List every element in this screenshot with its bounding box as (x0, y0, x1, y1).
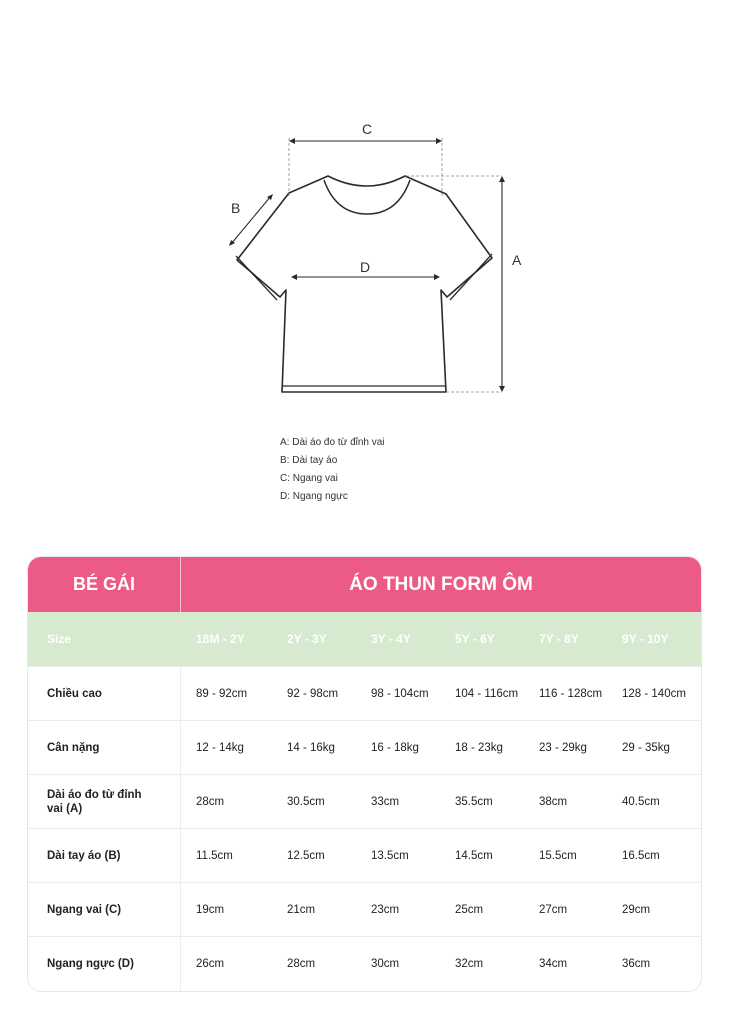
size-column-header: 7Y - 8Y (539, 632, 579, 646)
table-cell: 89 - 92cm (196, 688, 248, 700)
table-row (28, 882, 701, 937)
label-b: B (231, 200, 241, 216)
table-cell: 25cm (455, 904, 484, 916)
table-cell: 35.5cm (455, 796, 493, 808)
table-cell: 12.5cm (287, 850, 325, 862)
size-header-row (28, 612, 701, 666)
size-chart-table (27, 556, 702, 992)
table-cell: 98 - 104cm (371, 688, 429, 700)
table-cell: 26cm (196, 958, 225, 970)
table-cell: 15.5cm (539, 850, 577, 862)
table-header-category: BÉ GÁI (28, 557, 181, 612)
row-label: Ngang ngực (D) (47, 958, 134, 970)
table-cell: 30.5cm (287, 796, 325, 808)
table-cell: 92 - 98cm (287, 688, 339, 700)
table-cell: 34cm (539, 958, 568, 970)
table-row (28, 828, 701, 883)
table-cell: 13.5cm (371, 850, 409, 862)
label-a: A (512, 252, 522, 268)
row-label: Chiều cao (47, 688, 102, 700)
measure-a-arrow (499, 176, 505, 392)
legend-item-b: B: Dài tay áo (280, 455, 338, 466)
label-c: C (362, 121, 373, 137)
table-cell: 21cm (287, 904, 316, 916)
size-column-header: 5Y - 6Y (455, 632, 495, 646)
size-column-header: 18M - 2Y (196, 632, 245, 646)
table-cell: 23 - 29kg (539, 742, 587, 754)
table-cell: 23cm (371, 904, 400, 916)
table-cell: 16 - 18kg (371, 742, 419, 754)
table-cell: 28cm (287, 958, 316, 970)
legend-item-c: C: Ngang vai (280, 473, 338, 484)
size-column-header: 9Y - 10Y (622, 632, 669, 646)
size-column-header: 3Y - 4Y (371, 632, 411, 646)
table-cell: 12 - 14kg (196, 742, 244, 754)
table-cell: 29 - 35kg (622, 742, 670, 754)
row-label: Dài tay áo (B) (47, 850, 121, 862)
table-cell: 104 - 116cm (455, 688, 519, 700)
table-cell: 27cm (539, 904, 568, 916)
measurement-legend (280, 434, 385, 506)
table-cell: 40.5cm (622, 796, 660, 808)
table-cell: 14 - 16kg (287, 742, 335, 754)
table-cell: 36cm (622, 958, 651, 970)
legend-item-d: D: Ngang ngực (280, 491, 348, 502)
table-row (28, 720, 701, 775)
table-cell: 33cm (371, 796, 400, 808)
table-header-row (28, 557, 701, 612)
table-cell: 116 - 128cm (539, 688, 603, 700)
table-cell: 19cm (196, 904, 225, 916)
table-cell: 14.5cm (455, 850, 493, 862)
table-cell: 30cm (371, 958, 400, 970)
table-cell: 32cm (455, 958, 484, 970)
table-cell: 38cm (539, 796, 568, 808)
row-label: Dài áo đo từ đỉnh vai (A) (47, 789, 142, 815)
size-label: Size (47, 632, 72, 646)
table-row (28, 936, 701, 991)
table-row (28, 774, 701, 829)
table-header-product: ÁO THUN FORM ÔM (349, 573, 533, 595)
table-cell: 29cm (622, 904, 651, 916)
size-column-header: 2Y - 3Y (287, 632, 327, 646)
table-cell: 11.5cm (196, 850, 233, 862)
row-label: Ngang vai (C) (47, 904, 122, 916)
table-row (28, 666, 701, 721)
measure-c-arrow (289, 138, 442, 144)
table-cell: 28cm (196, 796, 225, 808)
table-cell: 18 - 23kg (455, 742, 503, 754)
tshirt-measurement-diagram (0, 0, 731, 420)
legend-item-a: A: Dài áo đo từ đỉnh vai (280, 437, 385, 448)
table-cell: 16.5cm (622, 850, 660, 862)
label-d: D (360, 259, 371, 275)
tshirt-outline (237, 176, 492, 392)
table-cell: 128 - 140cm (622, 688, 686, 700)
row-label: Cân nặng (47, 742, 100, 754)
